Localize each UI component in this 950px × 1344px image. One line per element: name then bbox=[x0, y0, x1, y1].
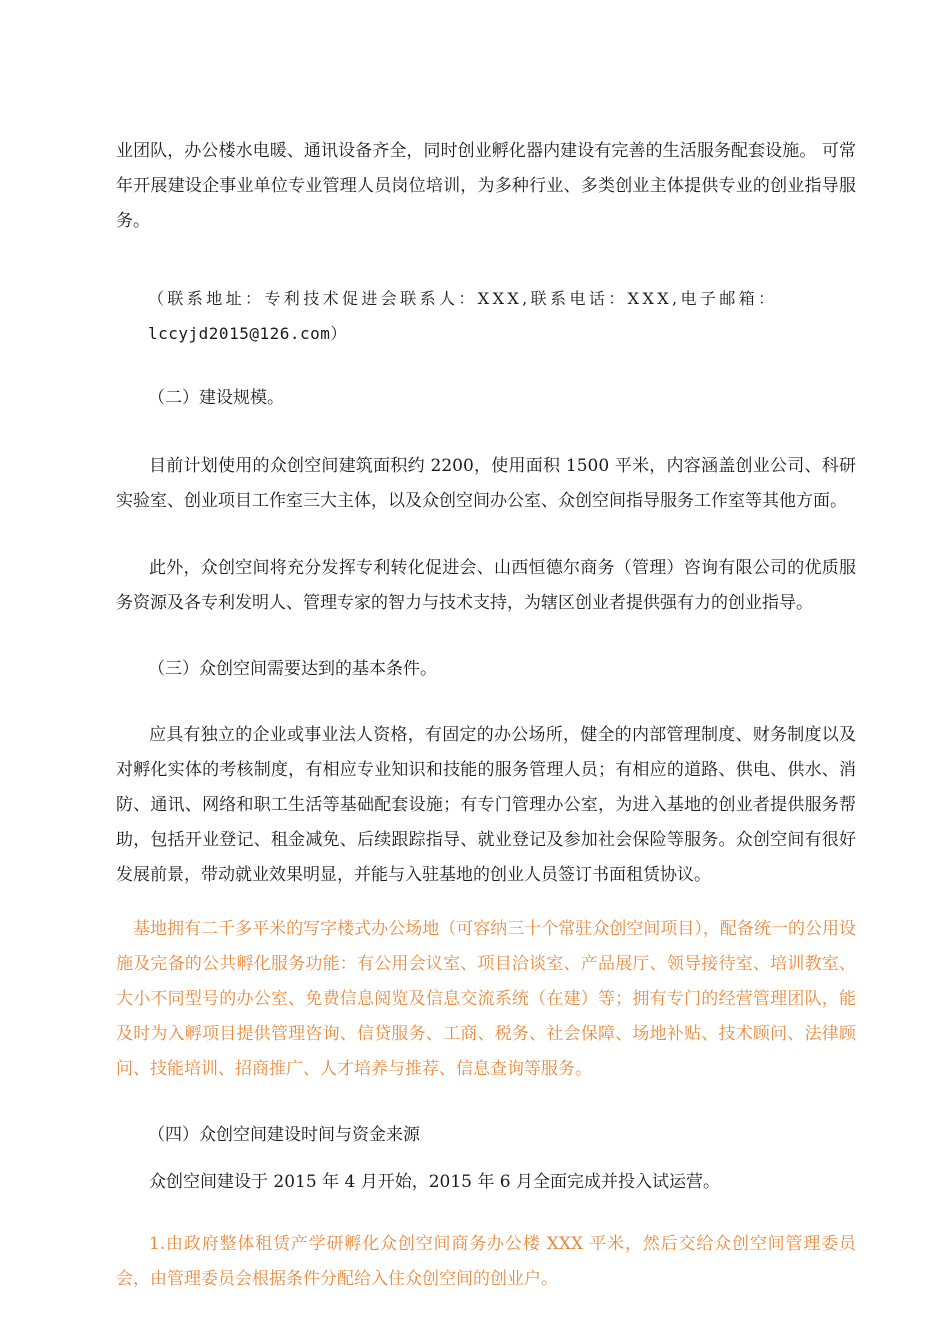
contact-email-line bbox=[148, 316, 860, 352]
paragraph-basic-conditions: 应具有独立的企业或事业法人资格，有固定的办公场所，健全的内部管理制度、财务制度以及对孵化实体的考核制度，有相应专业知识和技能的服务管理人员；有相应的道路、供电、供水、消防、通讯、网络和职工生活等基础配套设施；有专门管理办公室，为进入基地的创业者提供服务帮助，包括开业登记、租金减免、后续跟踪指导、就业登记及参加社会保险等服务。众创空间有很好发展前景，带动就业效果明显，并能与入驻基地的创业人员签订书面租赁协议。 bbox=[116, 725, 856, 885]
paragraph-incubator-facilities: 业团队，办公楼水电暖、通讯设备齐全，同时创业孵化器内建设有完善的生活服务配套设施。 可常年开展建设企事业单位专业管理人员岗位培训，为多种行业、多类创业主体提供专业的创业指导服务。 bbox=[116, 141, 856, 231]
contact-info-line: （联系地址：专利技术促进会联系人：XXX,联系电话：XXX,电子邮箱： bbox=[148, 289, 778, 308]
paragraph-funding-item-1: 1.由政府整体租赁产学研孵化众创空间商务办公楼 XXX 平米，然后交给众创空间管理委员会，由管理委员会根据条件分配给入住众创空间的创业户。 bbox=[116, 1234, 856, 1289]
section-heading-conditions: （三）众创空间需要达到的基本条件。 bbox=[148, 659, 437, 679]
paragraph-resources: 此外，众创空间将充分发挥专利转化促进会、山西恒德尔商务（管理）咨询有限公司的优质服务资源及各专利发明人、管理专家的智力与技术支持，为辖区创业者提供强有力的创业指导。 bbox=[116, 558, 856, 613]
paragraph-construction-timeline: 众创空间建设于 2015 年 4 月开始，2015 年 6 月全面完成并投入试运营。 bbox=[149, 1172, 720, 1192]
contact-email: lccyjd2015@126.com） bbox=[148, 324, 347, 343]
paragraph-building-area: 目前计划使用的众创空间建筑面积约 2200，使用面积 1500 平米，内容涵盖创业公司、科研实验室、创业项目工作室三大主体，以及众创空间办公室、众创空间指导服务工作室等其他方面。 bbox=[116, 456, 856, 511]
section-heading-timeline-funding: （四）众创空间建设时间与资金来源 bbox=[148, 1125, 420, 1145]
section-heading-scale: （二）建设规模。 bbox=[148, 388, 284, 408]
paragraph-base-services: 基地拥有二千多平米的写字楼式办公场地（可容纳三十个常驻众创空间项目），配备统一的公用设施及完备的公共孵化服务功能：有公用会议室、项目洽谈室、产品展厅、领导接待室、培训教室、大小不同型号的办公室、免费信息阅览及信息交流系统（在建）等；拥有专门的经营管理团队，能及时为入孵项目提供管理咨询、信贷服务、工商、税务、社会保障、场地补贴、技术顾问、法律顾问、技能培训、招商推广、人才培养与推荐、信息查询等服务。 bbox=[116, 919, 856, 1079]
